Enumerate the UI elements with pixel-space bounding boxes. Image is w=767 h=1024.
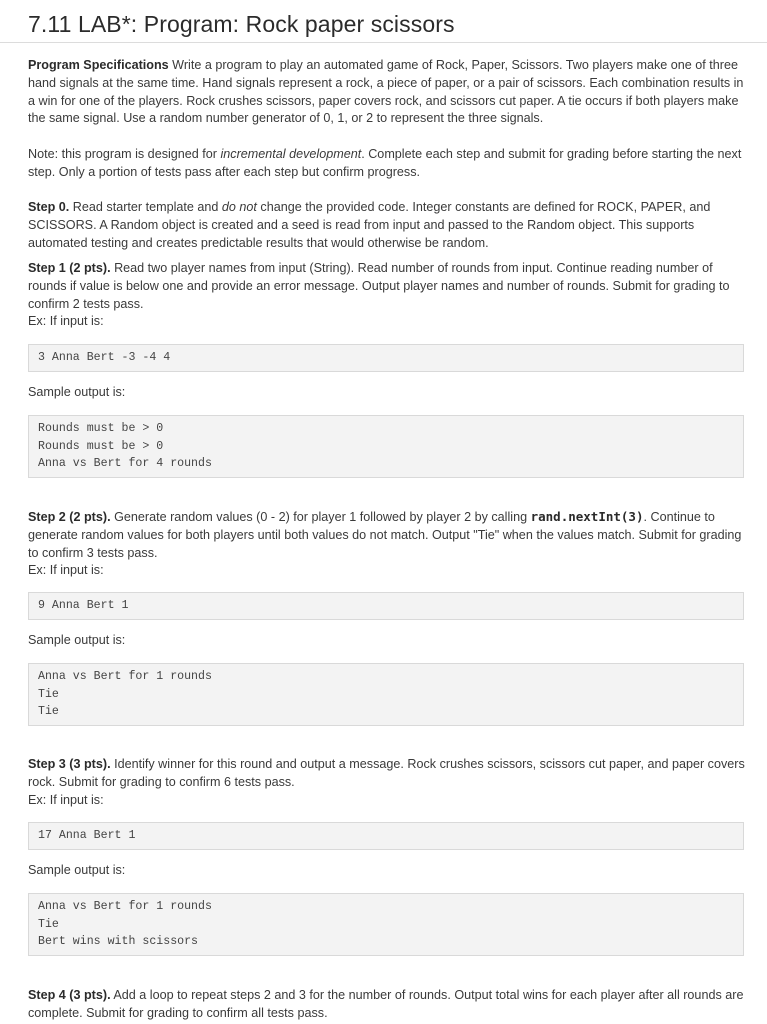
code-line: 17 Anna Bert 1 xyxy=(38,829,136,842)
step-1-label: Step 1 (2 pts). xyxy=(28,261,111,275)
step-1-output-box xyxy=(28,415,744,478)
step-0-text-end: change the provided code. Integer constants are defined for ROCK, PAPER, and SCISSORS. A Random object is created and a seed is read from input and passed to the Random object. This supports automated testing and creates predictable results that would otherwise be random. xyxy=(28,200,711,250)
code-line: 9 Anna Bert 1 xyxy=(38,599,129,612)
step-1-example-label: Ex: If input is: xyxy=(28,314,104,329)
step-3-label: Step 3 (3 pts). xyxy=(28,757,111,771)
step-1-text: Read two player names from input (String). Read number of rounds from input. Continue reading number of rounds if value is below one and provide an error message. Output player names and number of rounds. Submit for grading to confirm 2 tests pass. xyxy=(28,261,730,311)
step-2-sample-label: Sample output is: xyxy=(28,633,126,647)
code-line: Rounds must be > 0 xyxy=(38,439,164,453)
program-specifications xyxy=(28,57,745,128)
code-line: Tie xyxy=(38,705,59,718)
step-3-text: Identify winner for this round and output a message. Rock crushes scissors, scissors cut paper, and paper covers rock. Submit for grading to confirm 6 tests pass. xyxy=(28,757,745,789)
note-text-end: . Complete each step and submit for grading before starting the next step. Only a portion of tests pass after each step but confirm progress. xyxy=(28,147,742,179)
spec-label: Program Specifications xyxy=(28,58,169,72)
note-text-start: Note: this program is designed for xyxy=(28,147,221,161)
step-0-label: Step 0. xyxy=(28,200,70,214)
code-line: Bert wins with scissors xyxy=(38,935,199,948)
step-2-output-box xyxy=(28,663,744,726)
step-2-inline-code: rand.nextInt(3) xyxy=(530,509,644,524)
step-2-text-end: . Continue to generate random values for both players until both values do not match. Output "Tie" when the values match. Submit for grading to confirm 3 tests pass. xyxy=(28,510,742,560)
step-0-emphasis: do not xyxy=(221,200,257,214)
code-line: Anna vs Bert for 1 rounds xyxy=(38,900,212,913)
code-line: Rounds must be > 0 xyxy=(38,422,164,435)
step-2-example-label: Ex: If input is: xyxy=(28,563,104,578)
step-1-input-box xyxy=(28,344,744,372)
code-line: Tie xyxy=(38,917,59,931)
step-4-label: Step 4 (3 pts). xyxy=(28,988,111,1002)
code-line: Anna vs Bert for 4 rounds xyxy=(38,457,212,470)
spec-text: Write a program to play an automated game of Rock, Paper, Scissors. Two players make one of three hand signals at the same time. Hand signals represent a rock, a piece of paper, or a pair of scissors. Each combination results in a win for one of the players. Rock crushes scissors, paper covers rock, and scissors cut paper. A tie occurs if both players make the same signal. Use a random number generator of 0, 1, or 2 to represent the three signals. xyxy=(28,58,744,126)
step-3-output-box xyxy=(28,893,744,956)
step-0-text-start: Read starter template and xyxy=(69,200,222,214)
step-1-instructions xyxy=(28,260,745,331)
step-4-instructions xyxy=(28,987,745,1023)
code-line: Anna vs Bert for 1 rounds xyxy=(38,670,212,683)
step-3-input-box xyxy=(28,822,744,850)
page-title: 7.11 LAB*: Program: Rock paper scissors xyxy=(28,11,455,37)
step-2-instructions xyxy=(28,508,745,580)
code-line: Tie xyxy=(38,687,59,701)
step-2-input-box xyxy=(28,592,744,620)
title-divider xyxy=(0,42,767,43)
step-3-example-label: Ex: If input is: xyxy=(28,792,104,807)
step-4-text: Add a loop to repeat steps 2 and 3 for the number of rounds. Output total wins for each player after all rounds are complete. Submit for grading to confirm all tests pass. xyxy=(28,988,744,1020)
step-3-sample-label: Sample output is: xyxy=(28,863,126,877)
incremental-note xyxy=(28,146,745,182)
step-2-label: Step 2 (2 pts). xyxy=(28,510,111,524)
step-0-instructions xyxy=(28,199,745,252)
step-1-sample-label: Sample output is: xyxy=(28,385,126,399)
code-line: 3 Anna Bert -3 -4 4 xyxy=(38,351,171,364)
step-3-instructions xyxy=(28,756,745,809)
note-emphasis: incremental development xyxy=(220,147,362,161)
step-2-text-start: Generate random values (0 - 2) for player 1 followed by player 2 by calling xyxy=(110,510,531,524)
